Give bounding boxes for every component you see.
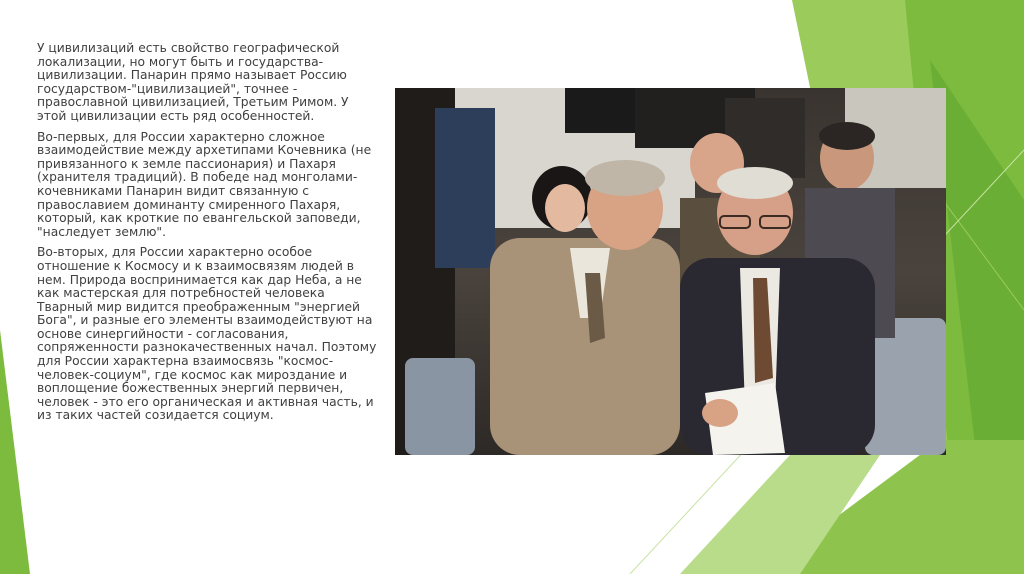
group-photo	[395, 88, 946, 455]
paragraph-second: Во-вторых, для России характерно особое отношение к Космосу и к взаимосвязям людей в нем. Природа воспринимается как дар Неба, а не как мастерская для потребностей человека Тварный мир видится преображенным "энергией Бога", и разные его элементы взаимодействуют на основе синергийности - согласования, сопряженности разнокачественных начал. Поэтому для России характерна взаимосвязь "космос-человек-социум", где космос как мироздание и воплощение божественных энергий первичен, человек - это его органическая и активная часть, и из таких частей созидается социум.	[37, 245, 377, 423]
body-text	[37, 42, 377, 430]
paragraph-intro: У цивилизаций есть свойство географической локализации, но могут быть и государства-цивилизации. Панарин прямо называет Россию государством-"цивилизацией", точнее - православной цивилизацией, Третьим Римом. У этой цивилизации есть ряд особенностей.	[37, 41, 349, 123]
paragraph-first: Во-первых, для России характерно сложное взаимодействие между архетипами Кочевника (не привязанного к земле пассионария) и Пахаря (хранителя традиций). В победе над монголами-кочевниками Панарин видит связанную с православием доминанту смиренного Пахаря, который, как кроткие по евангельской заповеди, "наследует землю".	[37, 129, 372, 239]
left-edge-shape	[0, 330, 30, 574]
photo-illustration	[395, 88, 946, 455]
